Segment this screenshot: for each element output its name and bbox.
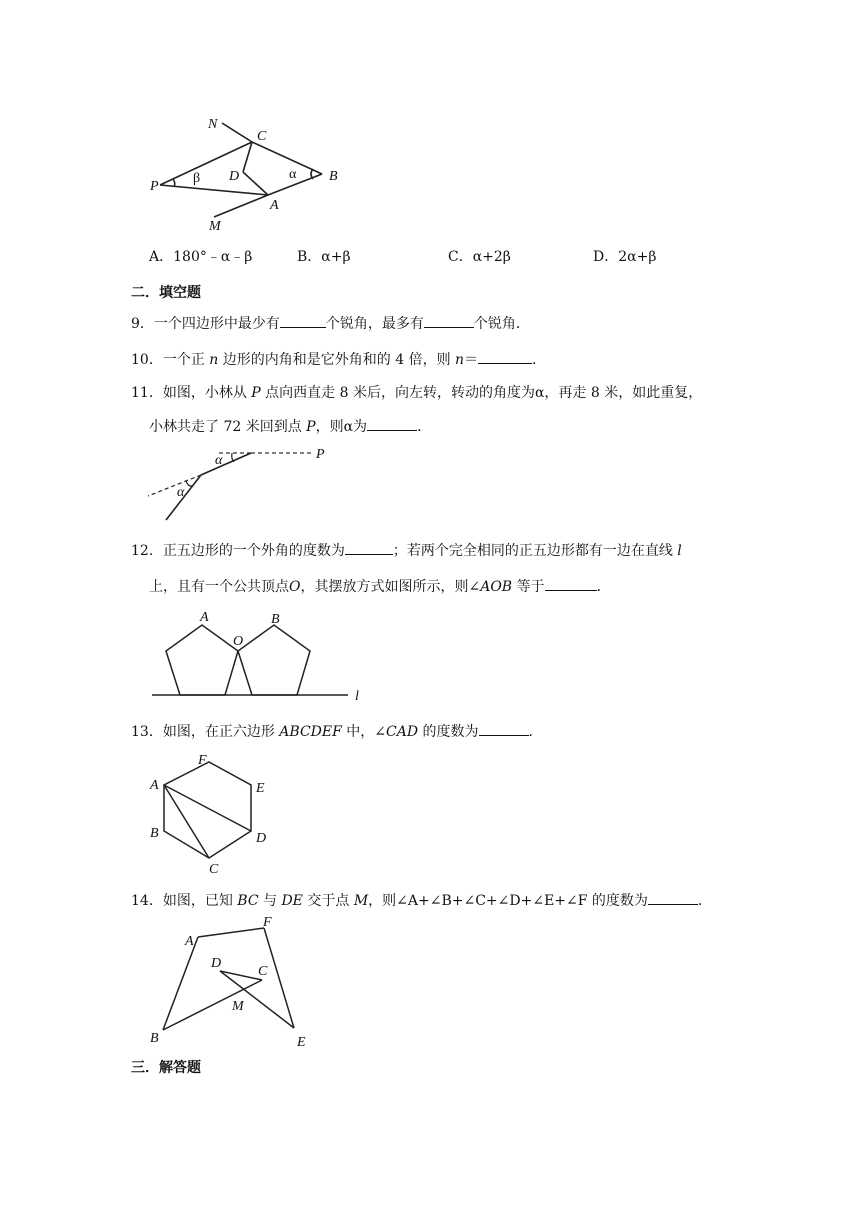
label-l: l	[355, 689, 359, 704]
label-C: C	[258, 964, 268, 979]
label-beta: β	[193, 171, 201, 186]
label-A: A	[270, 198, 279, 213]
question-12-line-1: 12．正五边形的一个外角的度数为 ；若两个完全相同的正五边形都有一边在直线 l	[131, 540, 682, 561]
label-D: D	[229, 169, 240, 184]
label-B: B	[271, 612, 280, 627]
label-A: A	[150, 778, 159, 793]
label-P: P	[150, 179, 159, 194]
label-F: F	[263, 915, 272, 930]
question-13: 13．如图，在正六边形 ABCDEF 中，∠CAD 的度数为 ．	[131, 721, 543, 742]
label-A: A	[185, 934, 194, 949]
label-P: P	[316, 447, 325, 462]
label-D: D	[256, 831, 267, 846]
label-alpha: α	[289, 167, 297, 182]
label-B: B	[329, 169, 338, 184]
label-N: N	[208, 117, 218, 132]
question-10: 10．一个正 n 边形的内角和是它外角和的 4 倍，则 n＝ ．	[131, 349, 546, 370]
label-C: C	[257, 129, 267, 144]
option-b: B．α+β	[297, 249, 351, 265]
question-11-line-2: 小林共走了 72 米回到点 P，则α为 ．	[149, 416, 431, 437]
label-alpha-1: α	[215, 453, 223, 468]
question-11-line-1: 11．如图，小林从 P 点向西直走 8 米后，向左转，转动的角度为α，再走 8 米，如此重复，	[131, 385, 703, 401]
question-12-line-2: 上，且有一个公共顶点O，其摆放方式如图所示，则∠AOB 等于 ．	[149, 576, 611, 597]
label-B: B	[150, 826, 159, 841]
option-a: A．180°﹣α﹣β	[149, 249, 253, 265]
label-A: A	[200, 610, 209, 625]
label-E: E	[297, 1035, 306, 1050]
label-alpha-2: α	[177, 485, 185, 500]
label-D: D	[211, 956, 222, 971]
label-E: E	[256, 781, 265, 796]
label-C: C	[209, 862, 219, 877]
label-M: M	[209, 219, 221, 234]
question-14: 14．如图，已知 BC 与 DE 交于点 M，则∠A+∠B+∠C+∠D+∠E+∠F 的度数为 ．	[131, 890, 712, 911]
label-M: M	[232, 999, 244, 1014]
option-d: D．2α+β	[593, 249, 657, 265]
section-3-title: 三．解答题	[131, 1060, 201, 1076]
label-O: O	[233, 634, 244, 649]
option-c: C．α+2β	[448, 249, 511, 265]
section-2-title: 二．填空题	[131, 285, 201, 301]
question-9: 9．一个四边形中最少有 个锐角，最多有 个锐角．	[131, 313, 530, 334]
label-F: F	[198, 753, 207, 768]
label-B: B	[150, 1031, 159, 1046]
